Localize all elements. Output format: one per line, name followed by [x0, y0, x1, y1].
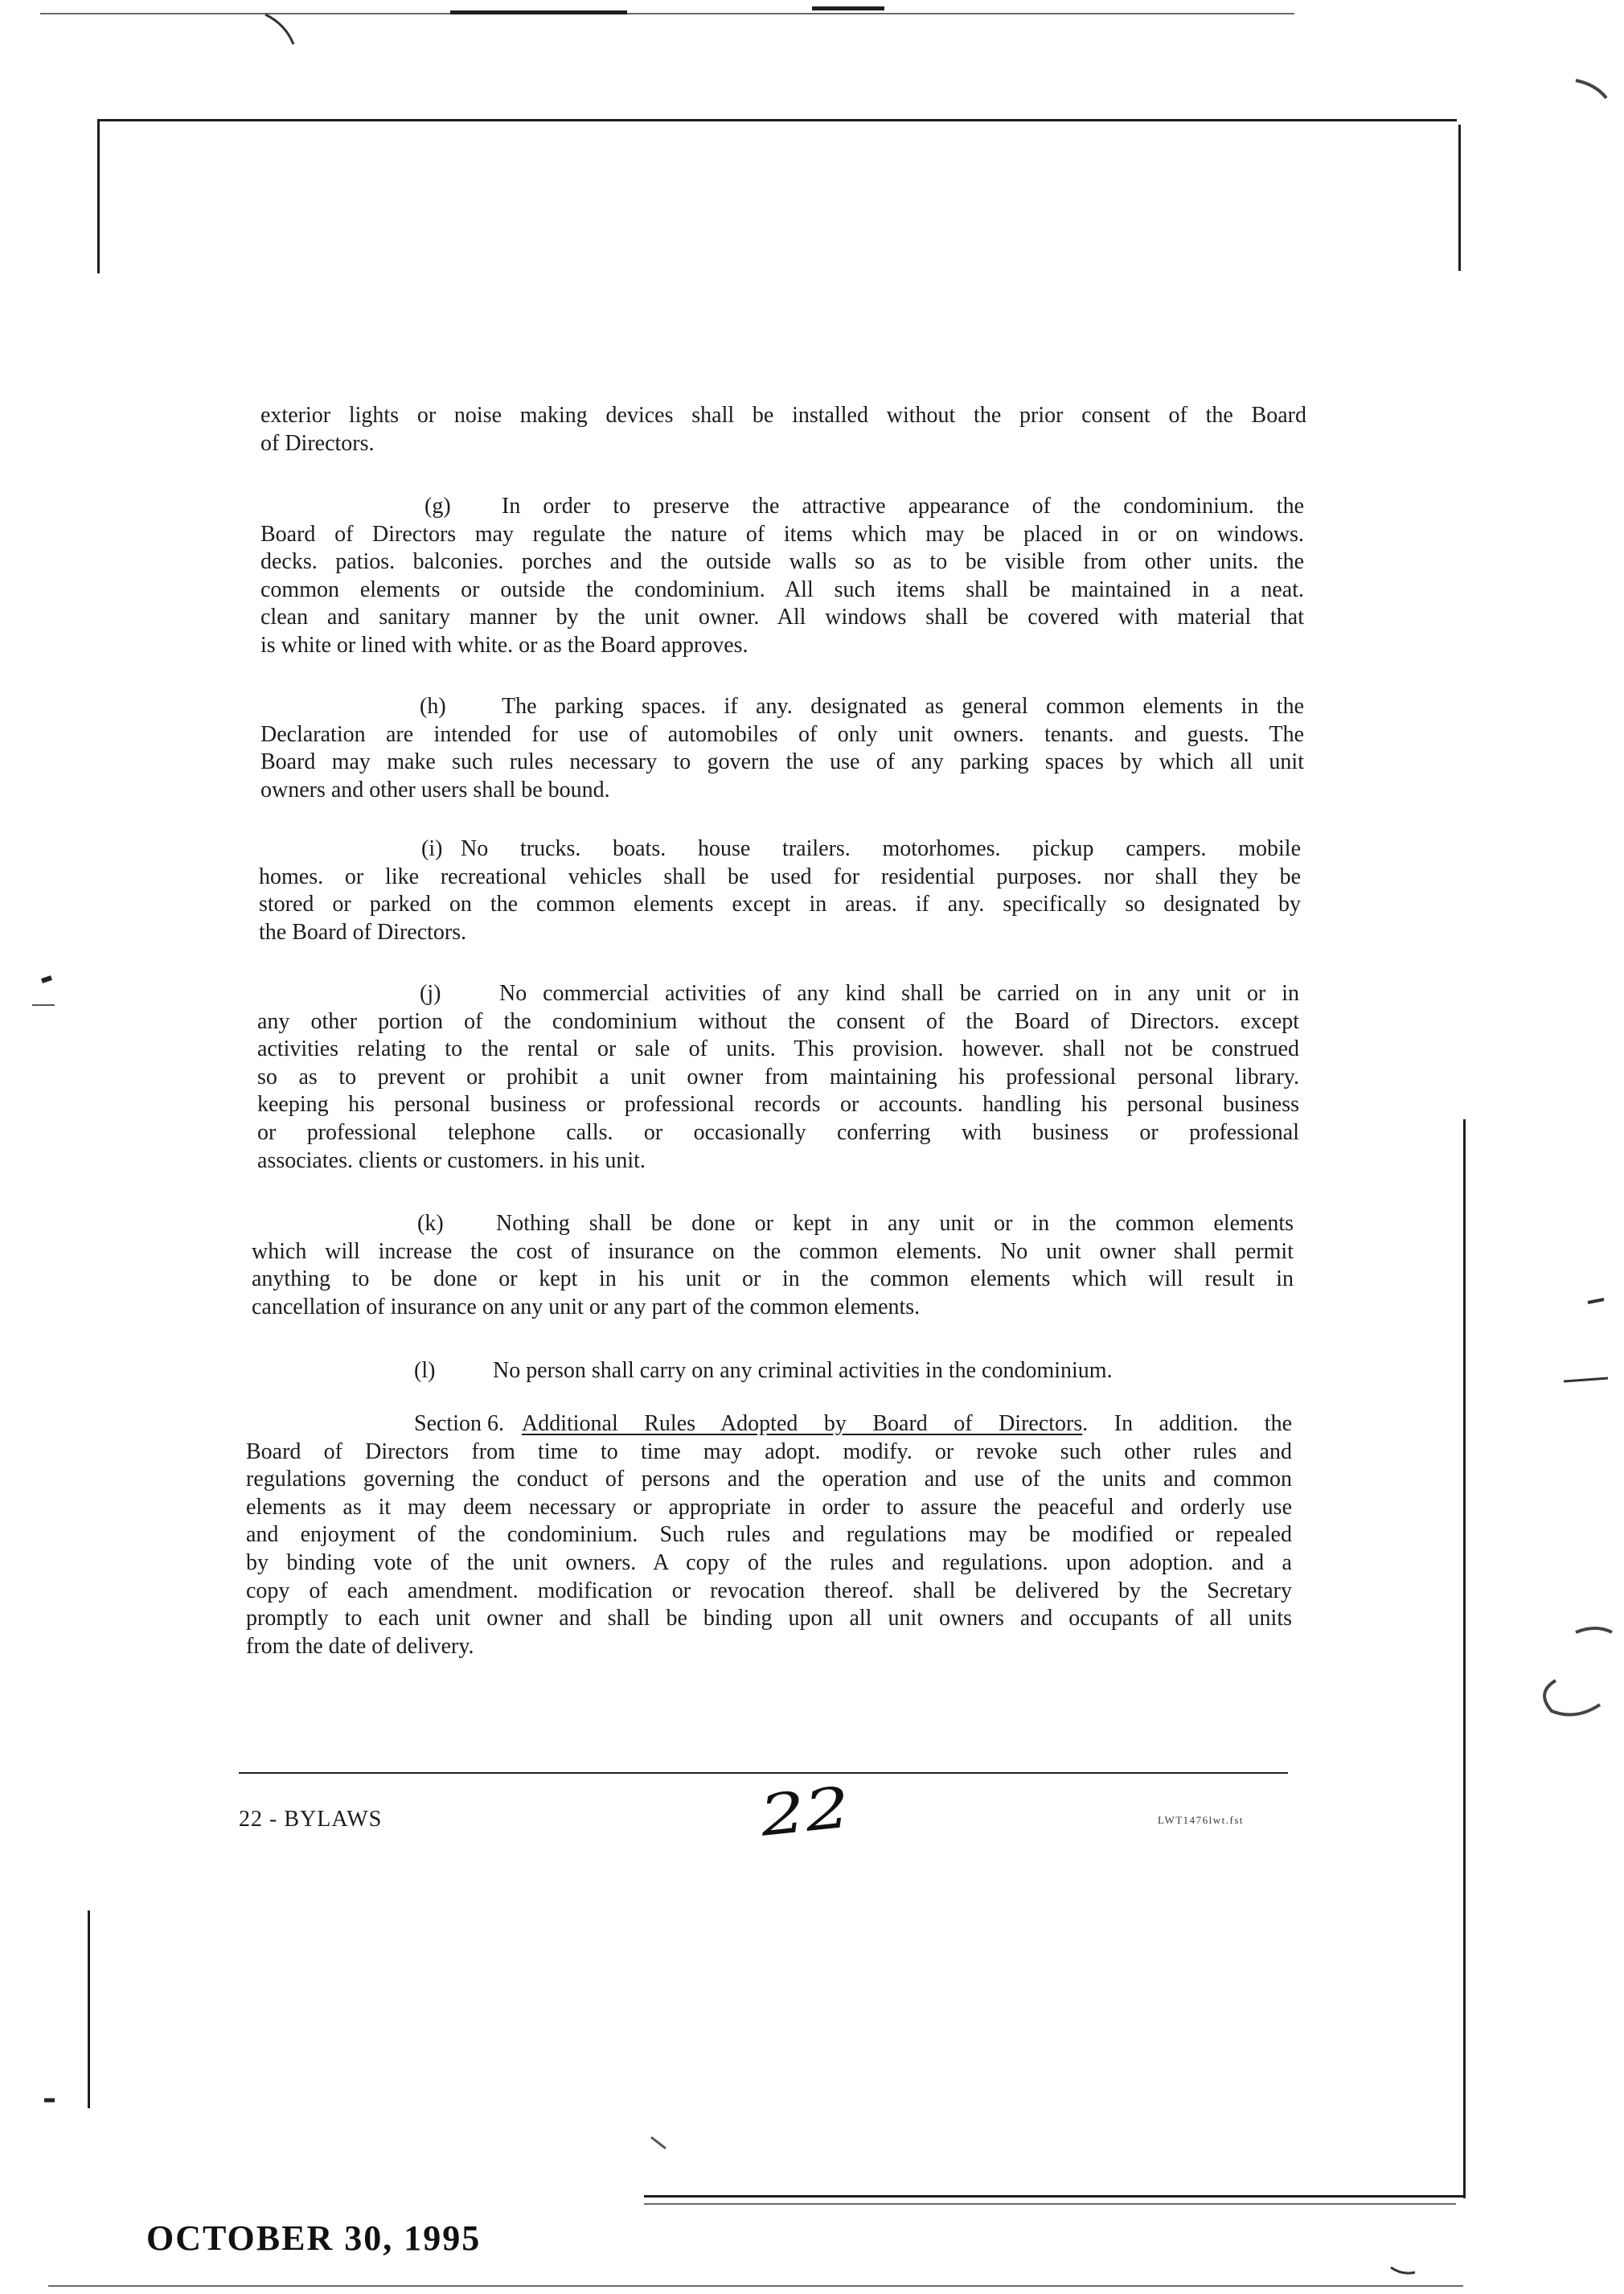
text-line-content: No person shall carry on any criminal activities in the condominium.: [493, 1358, 1113, 1383]
handwritten-page-number: 22: [757, 1774, 854, 1849]
text-line: from the date of delivery.: [246, 1633, 474, 1659]
item-label: (l): [414, 1358, 436, 1383]
text-line: elements as it may deem necessary or appropriate in order to assure the peaceful and orderly use: [246, 1494, 1292, 1520]
text-line: Declaration are intended for use of automobiles of only unit owners. tenants. and guests. The: [260, 721, 1304, 747]
paragraph-l: [252, 1357, 1294, 1385]
text-line: clean and sanitary manner by the unit owner. All windows shall be covered with material that: [260, 605, 1304, 630]
paragraph-g: [260, 493, 1304, 660]
text-line: [259, 835, 1301, 864]
paragraph-j: [257, 980, 1299, 1175]
date-stamp: OCTOBER 30, 1995: [146, 2218, 482, 2258]
text-line: Board of Directors may regulate the nature of items which may be placed in or on windows.: [260, 521, 1304, 547]
text-line: cancellation of insurance on any unit or any part of the common elements.: [252, 1294, 921, 1319]
text-line: of Directors.: [260, 430, 375, 456]
text-line: keeping his personal business or professional records or accounts. handling his personal business: [257, 1092, 1299, 1118]
text-line: any other portion of the condominium without the consent of the Board of Directors. except: [257, 1008, 1299, 1034]
text-line: anything to be done or kept in his unit or in the common elements which will result in: [252, 1266, 1294, 1292]
text-line: so as to prevent or prohibit a unit owner from maintaining his professional personal library.: [257, 1064, 1299, 1090]
footer-file-code: LWT1476lwt.fst: [1158, 1814, 1245, 1826]
text-line-content: . In addition. the: [1082, 1411, 1292, 1436]
item-label: (h): [420, 694, 446, 719]
item-label: (j): [420, 981, 441, 1006]
text-line: owners and other users shall be bound.: [260, 777, 610, 802]
section-title: Additional Rules Adopted by Board of Directors: [522, 1411, 1083, 1436]
text-line: the Board of Directors.: [259, 919, 467, 945]
text-line: which will increase the cost of insurance on the common elements. No unit owner shall permit: [252, 1238, 1294, 1264]
text-line-content: Nothing shall be done or kept in any unit or in the common elements: [496, 1211, 1294, 1236]
text-line-content: In order to preserve the attractive appearance of the condominium. the: [502, 494, 1304, 519]
item-label: (i): [421, 836, 443, 861]
text-line: copy of each amendment. modification or revocation thereof. shall be delivered by the Secretary: [246, 1578, 1292, 1603]
text-line: is white or lined with white. or as the Board approves.: [260, 632, 748, 658]
text-line: [260, 693, 1304, 721]
scan-speck: [651, 2137, 666, 2148]
paragraph-h: [260, 693, 1304, 804]
paragraph-intro: [260, 402, 1306, 458]
text-line-content: No commercial activities of any kind shall be carried on in any unit or in: [499, 981, 1299, 1006]
text-line-content: The parking spaces. if any. designated as general common elements in the: [502, 694, 1304, 719]
item-label: (g): [424, 494, 451, 519]
scan-speck: [42, 978, 51, 981]
text-line: promptly to each unit owner and shall be binding upon all unit owners and occupants of all units: [246, 1606, 1292, 1631]
scan-speck: [1391, 2267, 1415, 2273]
text-line: regulations governing the conduct of persons and the operation and use of the units and common: [246, 1467, 1292, 1492]
scan-edge-mark: [1588, 1299, 1604, 1303]
text-line: exterior lights or noise making devices shall be installed without the prior consent of the Board: [260, 403, 1306, 428]
footer-page-label: 22 - BYLAWS: [239, 1807, 383, 1832]
scan-edge-mark: [1576, 1628, 1612, 1632]
text-line: [257, 980, 1299, 1008]
text-line: and enjoyment of the condominium. Such rules and regulations may be modified or repealed: [246, 1522, 1292, 1548]
scan-edge-mark: [1544, 1680, 1600, 1715]
text-line: [252, 1357, 1294, 1385]
footer-rule: [239, 1772, 1288, 1774]
text-line: [246, 1410, 1292, 1438]
text-line: common elements or outside the condominium. All such items shall be maintained in a neat.: [260, 577, 1304, 602]
item-label: (k): [417, 1211, 444, 1236]
text-line: decks. patios. balconies. porches and the outside walls so as to be visible from other units. the: [260, 549, 1304, 575]
paragraph-i: [259, 835, 1301, 946]
text-line: homes. or like recreational vehicles shall be used for residential purposes. nor shall they be: [259, 864, 1301, 889]
scan-edge-mark: [1576, 80, 1606, 98]
text-line: Board may make such rules necessary to govern the use of any parking spaces by which all unit: [260, 749, 1304, 775]
text-line: [252, 1210, 1294, 1238]
scan-edge-mark: [1564, 1378, 1608, 1381]
text-line: stored or parked on the common elements except in areas. if any. specifically so designated by: [259, 892, 1301, 917]
section-label: Section 6.: [414, 1411, 504, 1436]
scan-squiggle-mark: [265, 14, 293, 44]
text-line-content: No trucks. boats. house trailers. motorhomes. pickup campers. mobile: [461, 836, 1301, 861]
text-line: or professional telephone calls. or occasionally conferring with business or professional: [257, 1119, 1299, 1145]
paragraph-k: [252, 1210, 1294, 1321]
text-line: activities relating to the rental or sale of units. This provision. however. shall not be construed: [257, 1036, 1299, 1062]
text-line: by binding vote of the unit owners. A copy of the rules and regulations. upon adoption. and a: [246, 1549, 1292, 1575]
text-line: associates. clients or customers. in his unit.: [257, 1147, 646, 1173]
text-line: Board of Directors from time to time may adopt. modify. or revoke such other rules and: [246, 1438, 1292, 1464]
text-line: [260, 493, 1304, 521]
section-6-paragraph: [246, 1410, 1292, 1660]
